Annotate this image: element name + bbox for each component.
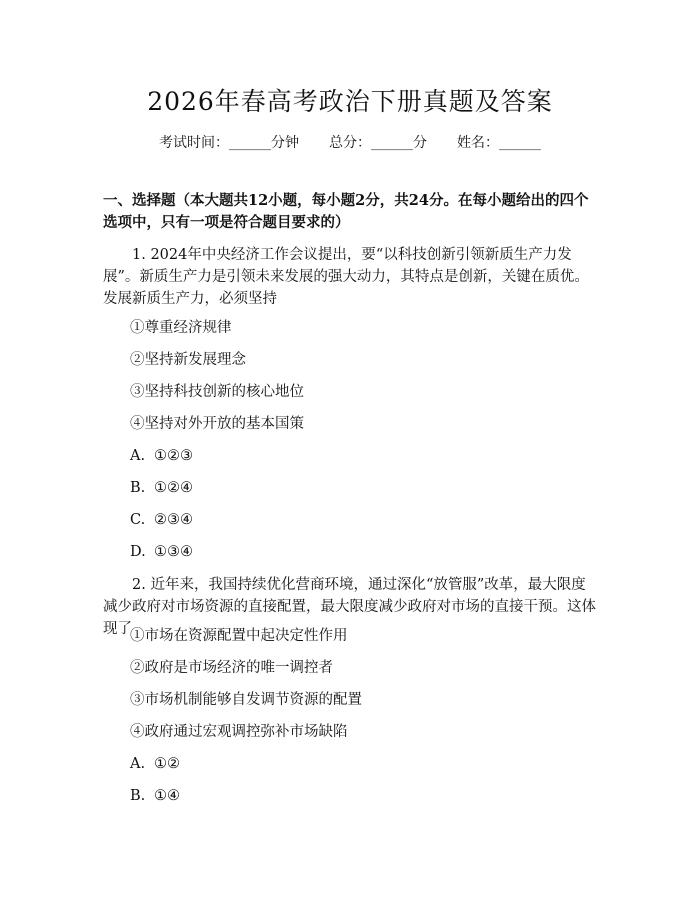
page-title: 2026年春高考政治下册真题及答案 [147,87,553,116]
exam-name-field: 姓名：______ [457,135,541,151]
question-1-option-a [130,446,193,466]
option-letter: B. [130,788,146,804]
question-2-stem: 2. 近年来，我国持续优化营商环境，通过深化“放管服”改革，最大限度减少政府对市场资源的直接配置，最大限度减少政府对市场的直接干预。这体现了 [103,577,596,637]
question-2-item-3: ③市场机制能够自发调节资源的配置 [130,692,362,708]
option-text: ②③④ [154,512,193,528]
option-text: ①② [154,756,180,772]
option-text: ①④ [154,788,180,804]
exam-score-field: 总分：______分 [329,135,427,151]
question-1-item-1: ①尊重经济规律 [130,320,232,336]
question-1-option-c [130,510,193,530]
question-2-option-b [130,786,180,806]
option-letter: D. [130,544,146,560]
question-1-option-d [130,542,193,562]
option-letter: C. [130,512,146,528]
question-2-option-a [130,754,180,774]
question-1-option-b [130,478,193,498]
exam-time-field: 考试时间：______分钟 [159,135,299,151]
question-2-item-4: ④政府通过宏观调控弥补市场缺陷 [130,724,348,740]
option-letter: A. [130,448,146,464]
section-heading: 一、选择题（本大题共12小题，每小题2分，共24分。在每小题给出的四个选项中，只有一项是符合题目要求的） [103,192,589,231]
question-2-item-1: ①市场在资源配置中起决定性作用 [130,628,348,644]
question-2-item-2: ②政府是市场经济的唯一调控者 [130,660,333,676]
question-1-stem: 1. 2024年中央经济工作会议提出，要“以科技创新引领新质生产力发展”。新质生产力是引领未来发展的强大动力，其特点是创新，关键在质优。发展新质生产力，必须坚持 [103,247,589,307]
option-text: ①②③ [154,448,193,464]
option-text: ①③④ [154,544,193,560]
exam-meta [0,132,700,152]
option-letter: B. [130,480,146,496]
question-1-item-2: ②坚持新发展理念 [130,352,246,368]
question-1-item-4: ④坚持对外开放的基本国策 [130,416,304,432]
option-letter: A. [130,756,146,772]
question-1-item-3: ③坚持科技创新的核心地位 [130,384,304,400]
option-text: ①②④ [154,480,193,496]
